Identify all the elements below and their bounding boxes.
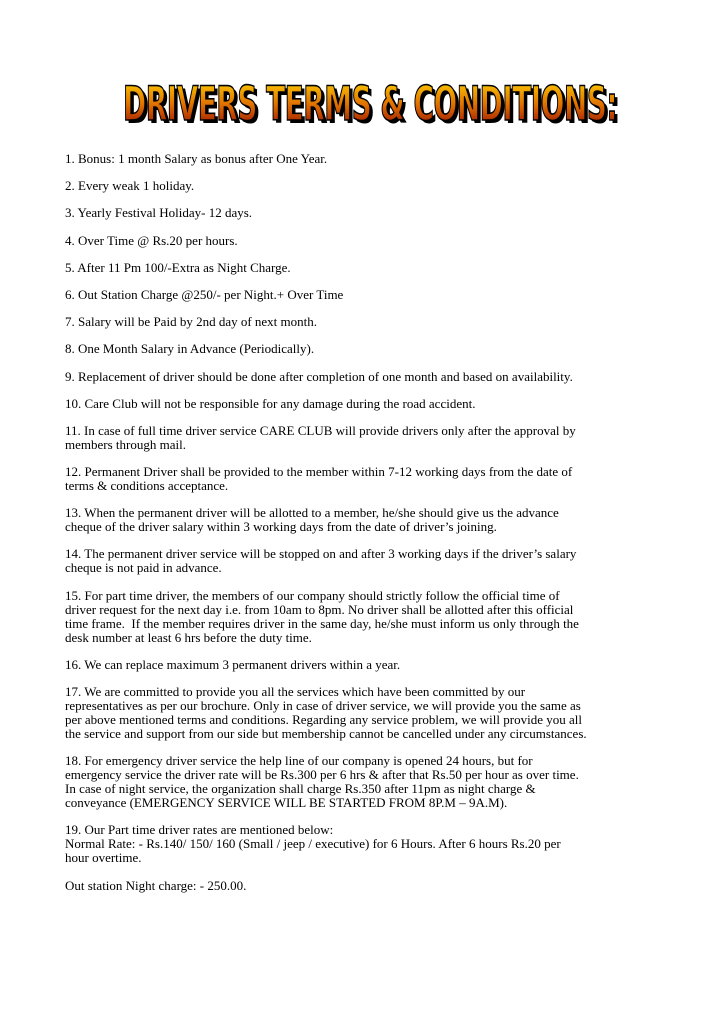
term-item: [65, 234, 655, 248]
term-line: 14. The permanent driver service will be stopped on and after 3 working days if the driver’s salary: [65, 546, 577, 562]
term-item: [65, 179, 655, 193]
term-item: [65, 424, 655, 452]
term-item: [65, 823, 655, 865]
term-line: cheque is not paid in advance.: [65, 560, 222, 576]
term-line: representatives as per our brochure. Only in case of driver service, we will provide you the same as: [65, 698, 581, 713]
term-item: [65, 589, 655, 645]
term-line: cheque of the driver salary within 3 working days from the date of driver’s joining.: [65, 519, 497, 535]
term-line: 9. Replacement of driver should be done after completion of one month and based on availability.: [65, 368, 573, 384]
term-line: 12. Permanent Driver shall be provided to the member within 7-12 working days from the date of: [65, 464, 573, 480]
term-line: 2. Every weak 1 holiday.: [65, 178, 195, 194]
term-line: 16. We can replace maximum 3 permanent drivers within a year.: [65, 656, 401, 672]
document-title-shadow: DRIVERS TERMS & CONDITIONS:: [126, 80, 620, 134]
term-line: Out station Night charge: - 250.00.: [65, 877, 247, 893]
term-line: In case of night service, the organization shall charge Rs.350 after 11pm as night charge &: [65, 781, 536, 797]
term-line: hour overtime.: [65, 850, 142, 866]
term-item: [65, 261, 655, 275]
term-line: 4. Over Time @ Rs.20 per hours.: [65, 232, 238, 248]
term-line: 19. Our Part time driver rates are mentioned below:: [65, 822, 334, 838]
terms-list: [65, 152, 655, 906]
term-line: 6. Out Station Charge @250/- per Night.+ Over Time: [65, 286, 344, 302]
term-item: [65, 370, 655, 384]
term-item: [65, 879, 655, 893]
term-item: [65, 206, 655, 220]
term-line: conveyance (EMERGENCY SERVICE WILL BE STARTED FROM 8P.M – 9A.M).: [65, 795, 508, 811]
title-svg: [110, 64, 630, 134]
term-item: [65, 288, 655, 302]
document-title-wordart: [110, 64, 630, 134]
term-line: 15. For part time driver, the members of our company should strictly follow the official time of: [65, 587, 560, 603]
term-item: [65, 465, 655, 493]
term-line: 13. When the permanent driver will be allotted to a member, he/she should give us the advance: [65, 505, 559, 521]
term-item: [65, 315, 655, 329]
term-line: desk number at least 6 hrs before the duty time.: [65, 629, 312, 645]
term-line: emergency service the driver rate will be Rs.300 per 6 hrs & after that Rs.50 per hour as over time.: [65, 767, 579, 783]
term-item: [65, 547, 655, 575]
term-item: [65, 342, 655, 356]
term-line: 1. Bonus: 1 month Salary as bonus after One Year.: [65, 151, 328, 166]
term-line: 8. One Month Salary in Advance (Periodically).: [65, 341, 315, 357]
term-line: 17. We are committed to provide you all the services which have been committed by our: [65, 684, 526, 699]
term-line: Normal Rate: - Rs.140/ 150/ 160 (Small / jeep / executive) for 6 Hours. After 6 hours Rs.20 per: [65, 836, 561, 852]
document-title: DRIVERS TERMS & CONDITIONS:: [123, 77, 617, 132]
term-line: 11. In case of full time driver service CARE CLUB will provide drivers only after the approval by: [65, 422, 576, 438]
term-line: terms & conditions acceptance.: [65, 478, 229, 494]
term-item: [65, 685, 655, 741]
term-line: driver request for the next day i.e. from 10am to 8pm. No driver shall be allotted after this official: [65, 601, 574, 617]
term-line: per above mentioned terms and conditions. Regarding any service problem, we will provide you all: [65, 712, 582, 727]
term-line: members through mail.: [65, 436, 186, 452]
term-line: 7. Salary will be Paid by 2nd day of next month.: [65, 314, 318, 330]
term-line: the service and support from our side but membership cannot be cancelled under any circumstances.: [65, 726, 587, 741]
term-item: [65, 397, 655, 411]
term-item: [65, 658, 655, 672]
term-line: time frame. If the member requires driver in the same day, he/she must inform us only through the: [65, 615, 579, 631]
term-item: [65, 506, 655, 534]
term-line: 18. For emergency driver service the help line of our company is opened 24 hours, but for: [65, 753, 533, 769]
term-line: 3. Yearly Festival Holiday- 12 days.: [65, 205, 253, 221]
term-item: [65, 152, 655, 166]
term-line: 5. After 11 Pm 100/-Extra as Night Charge.: [65, 259, 291, 275]
term-item: [65, 754, 655, 810]
term-line: 10. Care Club will not be responsible for any damage during the road accident.: [65, 395, 476, 411]
